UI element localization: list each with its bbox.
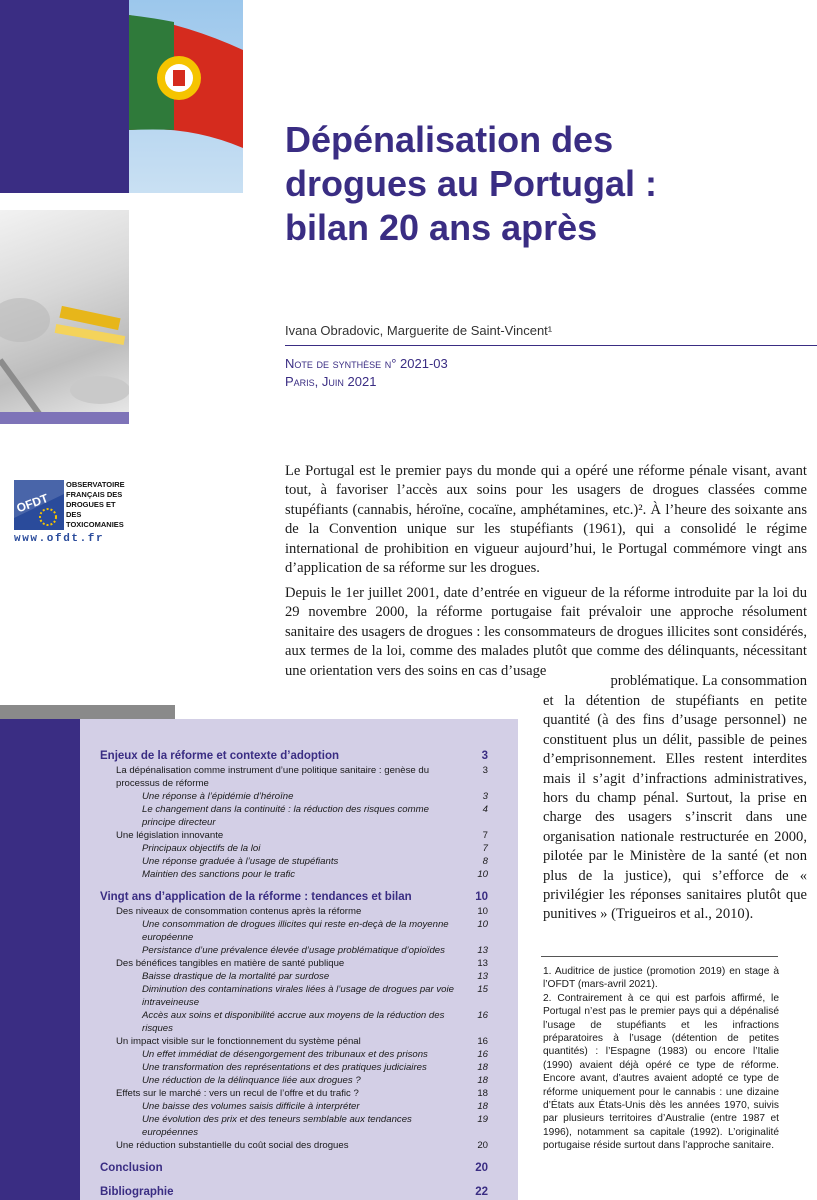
footnotes: [543, 965, 779, 1153]
toc-label: Vingt ans d’application de la réforme : tendances et bilan: [100, 891, 412, 903]
toc-entry[interactable]: [100, 829, 488, 842]
toc-page-number: 18: [477, 1101, 488, 1112]
toc-label: Une évolution des prix et des teneurs semblable aux tendances européennes: [142, 1114, 412, 1138]
logo-url[interactable]: www.ofdt.fr: [14, 533, 105, 545]
toc-entry[interactable]: [100, 1160, 488, 1176]
ofdt-logo-mark: [14, 480, 64, 530]
toc-label: Maintien des sanctions pour le trafic: [142, 869, 296, 880]
toc-label: Accès aux soins et disponibilité accrue aux moyens de la réduction des risques: [142, 1010, 445, 1034]
page-title: [285, 118, 805, 250]
toc-label: La dépénalisation comme instrument d’une politique sanitaire : genèse du processus de réforme: [116, 765, 430, 789]
toc-page-number: 22: [475, 1186, 488, 1198]
logo-text: [66, 480, 132, 530]
ofdt-logo: [14, 480, 129, 550]
toc-page-number: 16: [477, 1036, 488, 1047]
toc-label: Baisse drastique de la mortalité par surdose: [142, 971, 330, 982]
toc-page-number: 16: [477, 1049, 488, 1060]
toc-label: Une consommation de drogues illicites qui reste en-deçà de la moyenne européenne: [142, 919, 449, 943]
toc-page-number: 20: [475, 1162, 488, 1174]
toc-page-number: 20: [477, 1140, 488, 1151]
toc-entry[interactable]: [100, 1087, 488, 1100]
toc-label: Une réduction substantielle du coût social des drogues: [116, 1140, 349, 1151]
toc-entry[interactable]: [100, 1074, 488, 1087]
toc-entry[interactable]: [100, 1009, 488, 1035]
paragraph-2: Depuis le 1er juillet 2001, date d’entrée en vigueur de la réforme introduite par la loi du 29 novembre 2000, la réforme portugaise fait prévaloir une approche résolument sanitaire des usagers de drogues : les consommateurs de drogues illicites sont considérés, aux termes de la loi, comme des malades plutôt que comme des délinquants, nécessitant une orientation vers des soins en cas d’usage: [285, 585, 807, 679]
toc-label: Conclusion: [100, 1162, 163, 1174]
toc-page-number: 10: [475, 891, 488, 903]
toc-label: Bibliographie: [100, 1186, 174, 1198]
toc-label: Des niveaux de consommation contenus après la réforme: [116, 906, 362, 917]
paragraph-2-column: et la détention de stupéfiants en petite quantité (à des fins d’usage personnel) ne constituent plus un délit, passible de peines d’emprisonnement. Elles restent interdites mais il s’agit d’infractions administratives, hors du champ pénal. Surtout, la prise en charge des usagers s’inscrit dans une organisation nationale restructurée en 2000, pilotée par le Ministère de la santé (et non plus de la justice), qui s’efforce de « privilégier les réponses sanitaires plutôt que punitives » (Trigueiros et al., 2010).: [543, 693, 807, 923]
paragraph-2-continued: problématique. La consommation: [610, 673, 807, 689]
photo-strip: [0, 412, 129, 424]
toc-page-number: 18: [477, 1075, 488, 1086]
toc-page-number: 3: [481, 750, 488, 762]
toc-entry[interactable]: [100, 1048, 488, 1061]
footnote-divider: [541, 956, 778, 957]
toc-label: Le changement dans la continuité : la réduction des risques comme principe directeur: [142, 804, 429, 828]
logo-line: DROGUES ET DES: [66, 500, 116, 519]
toc-entry[interactable]: [100, 790, 488, 803]
toc-label: Persistance d’une prévalence élevée d’usage problématique d’opioïdes: [142, 945, 445, 956]
toc-entry[interactable]: [100, 855, 488, 868]
toc-page-number: 16: [477, 1010, 488, 1021]
title-line: drogues au Portugal :: [285, 163, 658, 204]
toc-entry[interactable]: [100, 1035, 488, 1048]
portugal-flag-photo: [129, 0, 243, 193]
logo-line: FRANÇAIS DES: [66, 490, 123, 499]
toc-label: Un effet immédiat de désengorgement des tribunaux et des prisons: [142, 1049, 428, 1060]
toc-entry[interactable]: [100, 764, 488, 790]
logo-line: OBSERVATOIRE: [66, 480, 125, 489]
authors: Ivana Obradovic, Marguerite de Saint-Vincent¹: [285, 323, 553, 338]
toc-entry[interactable]: [100, 748, 488, 764]
intro-paragraph: Le Portugal est le premier pays du monde qui a opéré une réforme pénale visant, avant tout, à favoriser l’accès aux soins pour les usagers de drogues classées comme stupéfiants (cannabis, héroïne, cocaïne, amphétamines, etc.)². À l’heure des soixante ans de la Convention unique sur les stupéfiants (1961), qui a consolidé le régime international de prohibition en vigueur aujourd’hui, le Portugal commémore vingt ans d’application de sa réforme sur les drogues.: [285, 463, 807, 577]
logo-acronym: OFDT: [14, 491, 51, 516]
toc-label: Un impact visible sur le fonctionnement du système pénal: [116, 1036, 361, 1047]
toc-entry[interactable]: [100, 957, 488, 970]
toc-page-number: 10: [477, 869, 488, 880]
toc-entry[interactable]: [100, 1184, 488, 1200]
toc-page-number: 7: [482, 830, 488, 841]
title-line: bilan 20 ans après: [285, 207, 598, 248]
toc-page-number: 19: [477, 1114, 488, 1125]
toc-entry[interactable]: [100, 842, 488, 855]
summary-bar: [0, 705, 175, 719]
toc-entry[interactable]: [100, 1100, 488, 1113]
footnote-2: 2. Contrairement à ce qui est parfois affirmé, le Portugal n’est pas le premier pays qui a dépénalisé l’usage de stupéfiants et les infractions préparatoires à l’usage (détention de petites quantités) : l’Espagne (1983) ou encore l’Italie (1990) avaient déjà opéré ce type de réforme. Encore avant, d’autres avaient adopté ce type de réforme uniquement pour le cannabis : une dizaine d’États aux États-Unis dès les années 1970, suivis par plusieurs territoires d’Australie (entre 1987 et 1996), notamment sa capitale (1992). L’originalité portugaise réside surtout dans l’approche sanitaire.: [543, 992, 779, 1152]
toc-page-number: 7: [482, 843, 488, 854]
toc-entry[interactable]: [100, 918, 488, 944]
toc-page-number: 8: [482, 856, 488, 867]
toc-label: Une réponse graduée à l’usage de stupéfiants: [142, 856, 339, 867]
toc-page-number: 18: [477, 1088, 488, 1099]
toc-page-number: 13: [477, 971, 488, 982]
cover-band: [0, 0, 129, 193]
toc-entry[interactable]: [100, 868, 488, 881]
note-number: Note de synthèse n° 2021-03: [285, 356, 448, 371]
toc-page-number: 4: [482, 804, 488, 815]
toc-entry[interactable]: [100, 803, 488, 829]
toc-page-number: 13: [477, 958, 488, 969]
toc-entry[interactable]: [100, 889, 488, 905]
toc-entry[interactable]: [100, 970, 488, 983]
toc-page-number: 3: [482, 791, 488, 802]
toc-label: Des bénéfices tangibles en matière de santé publique: [116, 958, 345, 969]
toc-entry[interactable]: [100, 1113, 488, 1139]
divider: [285, 345, 817, 346]
toc-label: Effets sur le marché : vers un recul de l’offre et du trafic ?: [116, 1088, 359, 1099]
toc-label: Une transformation des représentations et des pratiques judiciaires: [142, 1062, 427, 1073]
toc-label: Une baisse des volumes saisis difficile à interpréter: [142, 1101, 360, 1112]
title-line: Dépénalisation des: [285, 119, 614, 160]
toc-page-number: 10: [477, 919, 488, 930]
toc-label: Une réduction de la délinquance liée aux drogues ?: [142, 1075, 361, 1086]
toc-label: Enjeux de la réforme et contexte d’adoption: [100, 750, 339, 762]
toc-label: Une réponse à l’épidémie d’héroïne: [142, 791, 294, 802]
toc-entry[interactable]: [100, 905, 488, 918]
toc-entry[interactable]: [100, 944, 488, 957]
logo-line: TOXICOMANIES: [66, 520, 124, 529]
toc-label: Diminution des contaminations virales liées à l’usage de drogues par voie intraveineuse: [142, 984, 454, 1008]
toc-page-number: 13: [477, 945, 488, 956]
toc-page-number: 3: [482, 765, 488, 776]
toc-entry[interactable]: [100, 983, 488, 1009]
toc-page-number: 15: [477, 984, 488, 995]
toc-label: Principaux objectifs de la loi: [142, 843, 261, 854]
toc-page-number: 18: [477, 1062, 488, 1073]
footnote-1: 1. Auditrice de justice (promotion 2019) en stage à l’OFDT (mars-avril 2021).: [543, 966, 779, 991]
toc-entry[interactable]: [100, 1061, 488, 1074]
toc-page-number: 10: [477, 906, 488, 917]
toc-entry[interactable]: [100, 1139, 488, 1152]
syringe-photo: [0, 210, 129, 415]
toc-label: Une législation innovante: [116, 830, 224, 841]
table-of-contents: [100, 748, 488, 1200]
place-date: Paris, Juin 2021: [285, 374, 377, 389]
summary-stripe: [0, 719, 80, 1200]
